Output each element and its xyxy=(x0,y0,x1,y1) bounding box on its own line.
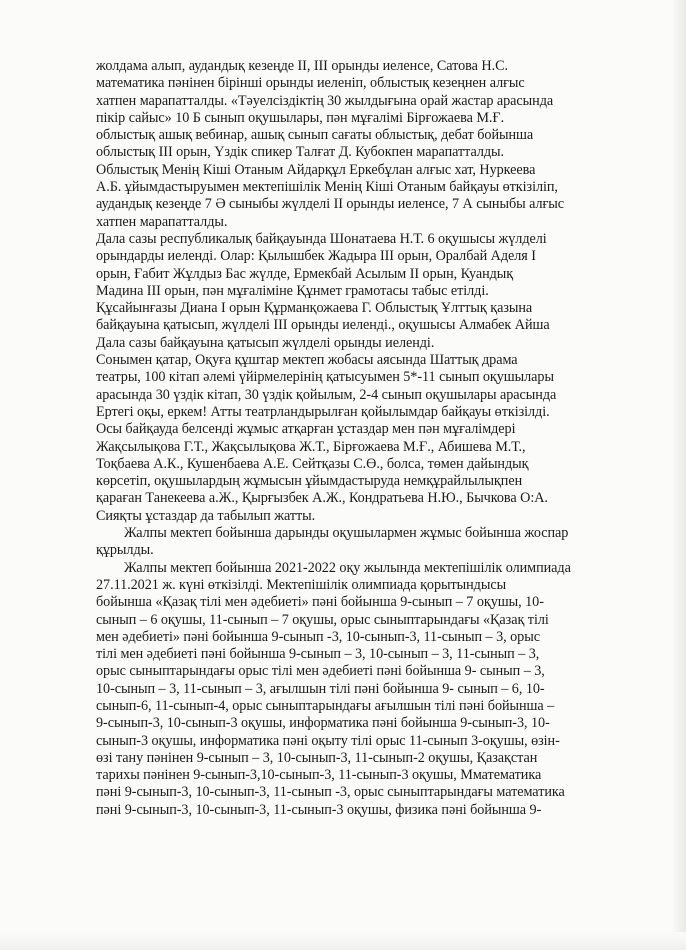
text-line: арасында 30 үздік кітап, 30 үздік қойылым, 2-4 сынып оқушылары арасында xyxy=(96,386,557,403)
text-line: 9-сынып-3, 10-сынып-3 оқушы, информатика пәні бойынша 9-сынып-3, 10- xyxy=(96,715,550,732)
text-line: бойынша «Қазақ тілі мен әдебиеті» пәні бойынша 9-сынып – 7 оқушы, 10- xyxy=(96,594,544,611)
text-line: сынып-6, 11-сынып-4, орыс сыныптарындағы ағылшын тілі пәні бойынша – xyxy=(96,697,555,714)
text-line: тарихы пәнінен 9-сынып-3,10-сынып-3, 11-сынып-3 оқушы, Мматематика xyxy=(96,767,542,784)
text-line: хатпен марапатталды. xyxy=(96,213,228,230)
scan-edge-shadow-bottom xyxy=(0,932,686,950)
text-line: орындарды иеленді. Олар: Қылышбек Жадыра III орын, Оралбай Аделя I xyxy=(96,248,536,265)
text-line: Мадина III орын, пән мұғаліміне Құнмет грамотасы табыс етілді. xyxy=(96,282,489,299)
text-line: орын, Ғабит Жұлдыз Бас жүлде, Ермекбай Асылым II орын, Куандық xyxy=(96,265,514,282)
text-line: тілі мен әдебиеті пәні бойынша 9-сынып – 3, 10-сынып – 3, 11-сынып – 3, xyxy=(96,646,540,663)
text-line: Ертегі оқы, еркем! Атты театрландырылған қойылымдар байқауы өткізілді. xyxy=(96,403,550,420)
text-line: Жақсылықова Г.Т., Жақсылықова Ж.Т., Бірғожаева М.Ғ., Абишева М.Т., xyxy=(96,438,526,455)
text-line: театры, 100 кітап әлемі үйірмелерінің қатысуымен 5*-11 сынып оқушылары xyxy=(96,369,554,386)
text-line: Сияқты ұстаздар да табылып жатты. xyxy=(96,507,316,524)
text-line: Құсайынғазы Диана I орын Құрманқожаева Г. Облыстық Ұлттық қазына xyxy=(96,300,533,317)
text-line: облыстық III орын, Үздік спикер Талғат Д. Кубокпен марапатталды. xyxy=(96,144,505,161)
text-line: пәні 9-сынып-3, 10-сынып-3, 11-сынып-3 оқушы, физика пәні бойынша 9- xyxy=(96,801,542,818)
text-line: өзі тану пәнінен 9-сынып – 3, 10-сынып-3, 11-сынып-2 оқушы, Қазақстан xyxy=(96,749,538,766)
text-line: А.Б. ұйымдастыруымен мектепішілік Менің Кіші Отаным байқауы өткізіліп, xyxy=(96,179,558,196)
text-line: Тоқбаева А.К., Кушенбаева А.Е. Сейтқазы С.Ө., болса, төмен дайындық xyxy=(96,455,529,472)
text-line: Облыстық Менің Кіші Отаным Айдарқұл Еркебұлан алғыс хат, Нуркеева xyxy=(96,161,536,178)
text-line: Жалпы мектеп бойынша дарынды оқушылармен жұмыс бойынша жоспар xyxy=(96,525,569,542)
text-line: мен әдебиеті» пәні бойынша 9-сынып -3, 10-сынып-3, 11-сынып – 3, орыс xyxy=(96,628,540,645)
text-line: қараған Танекеева а.Ж., Қырғызбек А.Ж., Кондратьева Н.Ю., Бычкова О:А. xyxy=(96,490,548,507)
text-line: Осы байқауда белсенді жұмыс атқарған ұстаздар мен пән мұғалімдері xyxy=(96,421,516,438)
text-line: көрсетіп, оқушылардың жұмысын ұйымдастыруда немқұрайлылықпен xyxy=(96,473,523,490)
text-line: хатпен марапатталды. «Тәуелсіздіктің 30 жылдығына орай жастар арасында xyxy=(96,92,554,109)
text-line: сынып-3 оқушы, информатика пәні оқыту тілі орыс 11-сынып 3-оқушы, өзін- xyxy=(96,732,560,749)
text-line: Дала сазы республикалық байқауында Шонатаева Н.Т. 6 оқушысы жүлделі xyxy=(96,230,547,247)
text-line: математика пәнінен бірінші орынды иеленіп, облыстық кезеңнен алғыс xyxy=(96,75,525,92)
scan-edge-shadow-right xyxy=(672,0,686,950)
text-line: Жалпы мектеп бойынша 2021-2022 оқу жылында мектепішілік олимпиада xyxy=(96,559,571,576)
text-line: байқауына қатысып, жүлделі III орынды иеленді., оқушысы Алмабек Айша xyxy=(96,317,550,334)
text-line: орыс сыныптарындағы орыс тілі мен әдебиеті пәні бойынша 9- сынып – 3, xyxy=(96,663,545,680)
text-line: 27.11.2021 ж. күні өткізілді. Мектепішілік олимпиада қорытындысы xyxy=(96,576,507,593)
text-line: пікір сайыс» 10 Б сынып оқушылары, пән мұғалімі Бірғожаева М.Ғ. xyxy=(96,109,505,126)
text-line: жолдама алып, аудандық кезеңде II, III орынды иеленсе, Сатова Н.С. xyxy=(96,58,508,74)
text-line: аудандық кезеңде 7 Ә сыныбы жүлделі II орынды иеленсе, 7 А сыныбы алғыс xyxy=(96,196,564,213)
text-line: құрылды. xyxy=(96,542,154,559)
document-body xyxy=(96,58,634,819)
text-line: 10-сынып – 3, 11-сынып – 3, ағылшын тілі пәні бойынша 9- сынып – 6, 10- xyxy=(96,680,545,697)
text-line: сынып – 6 оқушы, 11-сынып – 7 оқушы, орыс сыныптарындағы «Қазақ тілі xyxy=(96,611,549,628)
text-line: облыстық ашық вебинар, ашық сынып сағаты облыстық, дебат бойынша xyxy=(96,127,534,144)
text-line: Дала сазы байқауына қатысып жүлделі орынды иеленді. xyxy=(96,334,435,351)
text-line: пәні 9-сынып-3, 10-сынып-3, 11-сынып -3, орыс сыныптарындағы математика xyxy=(96,784,565,801)
text-line: Сонымен қатар, Оқуға құштар мектеп жобасы аясында Шаттық драма xyxy=(96,352,518,369)
